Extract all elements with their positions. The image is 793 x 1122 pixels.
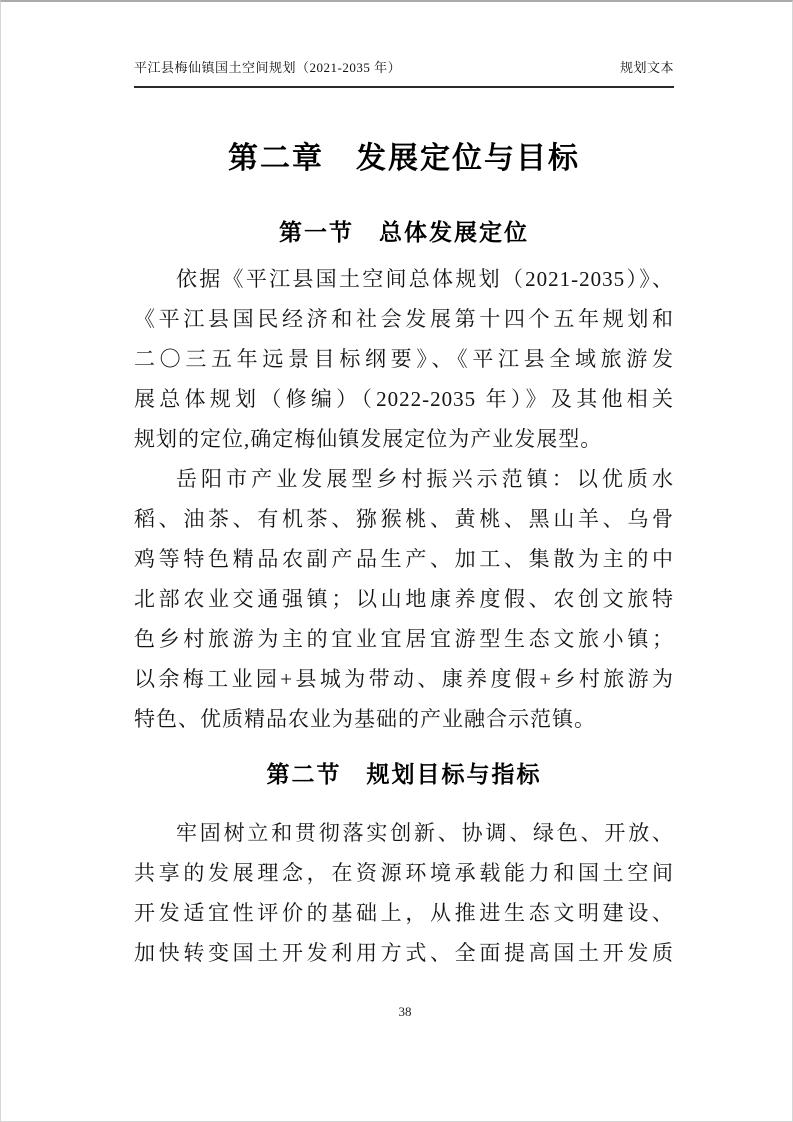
body-line: 岳阳市产业发展型乡村振兴示范镇：以优质水 [176,467,674,491]
body-line: 依据《平江县国土空间总体规划（2021-2035）》、 [176,267,674,291]
paragraph [134,813,674,973]
body-line: 稻、油茶、有机茶、猕猴桃、黄桃、黑山羊、乌骨 [134,507,674,531]
body-line: 特色、优质精品农业为基础的产业融合示范镇。 [134,707,596,731]
section-title: 第一节 总体发展定位 [279,219,529,245]
paragraph [134,259,674,459]
body-line: 加快转变国土开发利用方式、全面提高国土开发质 [134,941,674,965]
header-document-title: 平江县梅仙镇国土空间规划（2021-2035 年） [134,60,402,75]
body-line: 以余梅工业园+县城为带动、康养度假+乡村旅游为 [134,667,674,691]
body-line: 二〇三五年远景目标纲要》、《平江县全域旅游发 [134,347,674,371]
page-header [134,57,674,88]
body-line: 色乡村旅游为主的宜业宜居宜游型生态文旅小镇； [134,627,674,651]
body-line: 开发适宜性评价的基础上，从推进生态文明建设、 [134,901,674,925]
body-line: 规划的定位,确定梅仙镇发展定位为产业发展型。 [134,427,603,451]
chapter-title: 第二章 发展定位与目标 [228,142,580,175]
page-number: 38 [398,1004,412,1019]
body-line: 牢固树立和贯彻落实创新、协调、绿色、开放、 [176,821,674,845]
section-1 [134,219,674,739]
header-doc-type: 规划文本 [619,60,674,75]
body-line: 共享的发展理念，在资源环境承载能力和国土空间 [134,861,674,885]
document-body [134,219,674,973]
paragraph [134,459,674,739]
body-line: 鸡等特色精品农副产品生产、加工、集散为主的中 [134,547,674,571]
body-line: 展总体规划（修编）（2022-2035 年）》及其他相关 [134,387,674,411]
section-2 [134,761,674,973]
body-line: 北部农业交通强镇；以山地康养度假、农创文旅特 [134,587,674,611]
body-line: 《平江县国民经济和社会发展第十四个五年规划和 [134,307,674,331]
section-title: 第二节 规划目标与指标 [266,761,542,787]
